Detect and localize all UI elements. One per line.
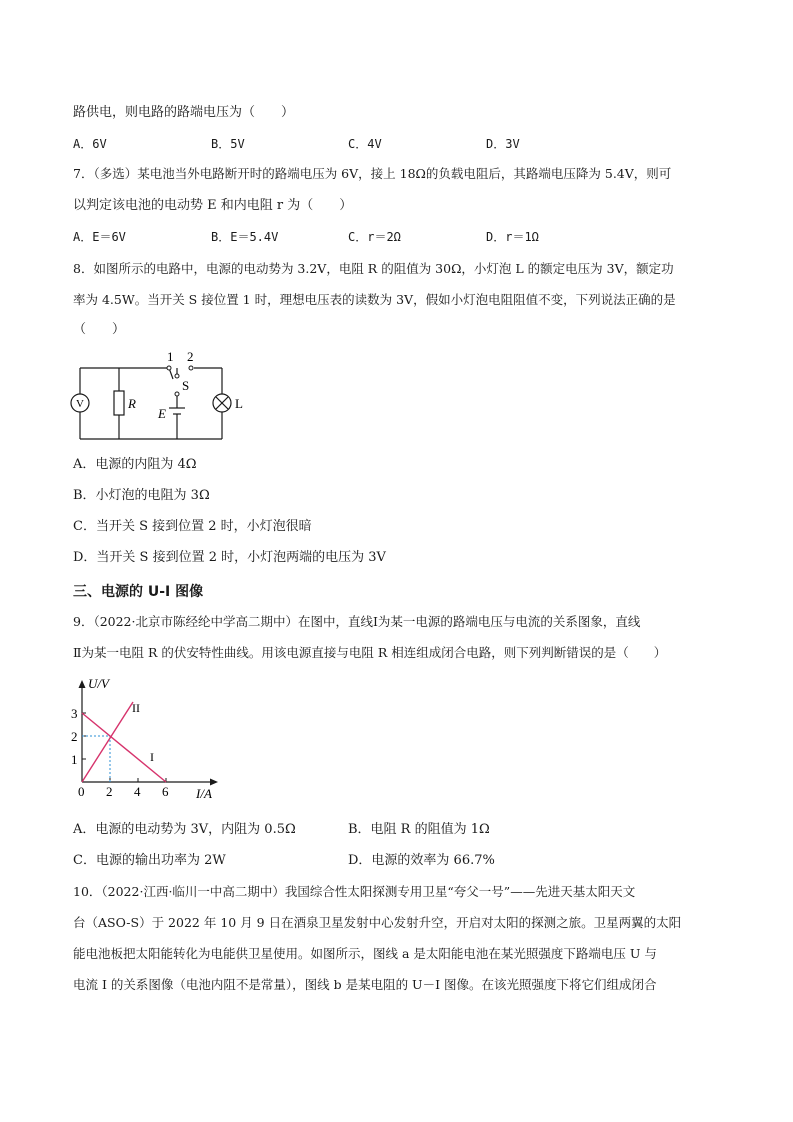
q7-option-d: D．r＝1Ω [486,230,539,244]
graph-y-tick-1: 1 [71,752,78,767]
q8-option-a: A．电源的内阻为 4Ω [73,457,197,472]
q7-option-a: A．E＝6V [73,230,126,244]
q8-stem-line3: （ ） [73,322,126,337]
q9-stem-line1: 9．（2022·北京市陈经纶中学高二期中）在图中，直线Ⅰ为某一电源的路端电压与电流的关系图象，直线 [73,614,641,629]
q7-option-b: B．E＝5.4V [211,230,279,244]
graph-x-axis-label: I/A [196,786,212,801]
graph-y-tick-3: 3 [71,706,78,721]
q6-option-a: A．6V [73,137,107,151]
q6-option-b: B．5V [211,137,245,151]
q6-option-d: D．3V [486,137,520,151]
circuit-label-r: R [128,396,136,411]
graph-x-tick-4: 4 [134,784,141,799]
circuit-label-l: L [235,396,243,411]
q7-option-c: C．r＝2Ω [348,230,401,244]
circuit-label-e: E [158,406,166,421]
graph-y-axis-label: U/V [88,676,109,691]
graph-line-i-label: I [150,750,154,764]
q10-stem-line4: 电流 I 的关系图像（电池内阻不是常量），图线 b 是某电阻的 U－I 图像。在该光照强度下将它们组成闭合 [73,977,657,992]
q10-stem-line2: 台（ASO-S）于 2022 年 10 月 9 日在酒泉卫星发射中心发射升空，开启对太阳的探测之旅。卫星两翼的太阳 [73,915,682,930]
q9-stem-line2: Ⅱ为某一电阻 R 的伏安特性曲线。用该电源直接与电阻 R 相连组成闭合电路，则下列判断错误的是（ ） [73,645,667,660]
q9-option-a: A．电源的电动势为 3V，内阻为 0.5Ω [73,822,296,837]
section-heading: 三、电源的 U-I 图像 [73,584,204,600]
circuit-label-s: S [182,378,190,393]
q9-option-d: D．电源的效率为 66.7% [348,853,495,868]
q8-option-c: C．当开关 S 接到位置 2 时，小灯泡很暗 [73,519,312,534]
graph-line-ii-label: II [132,701,140,715]
circuit-label-1: 1 [167,349,174,364]
q8-option-b: B．小灯泡的电阻为 3Ω [73,488,210,503]
graph-x-tick-2: 2 [106,784,113,799]
graph-x-tick-0: 0 [78,784,85,799]
q9-option-c: C．电源的输出功率为 2W [73,853,226,868]
q8-option-d: D．当开关 S 接到位置 2 时，小灯泡两端的电压为 3V [73,550,386,565]
q9-ui-graph [68,670,228,802]
q10-stem-line1: 10．（2022·江西·临川一中高二期中）我国综合性太阳探测专用卫星“夸父一号”——先进天基太阳天文 [73,884,636,899]
q7-stem-line1: 7．（多选）某电池当外电路断开时的路端电压为 6V，接上 18Ω的负载电阻后，其路端电压降为 5.4V，则可 [73,166,672,181]
q8-stem-line2: 率为 4.5W。当开关 S 接位置 1 时，理想电压表的读数为 3V，假如小灯泡电阻阻值不变，下列说法正确的是 [73,292,676,307]
q8-stem-line1: 8．如图所示的电路中，电源的电动势为 3.2V，电阻 R 的阻值为 30Ω，小灯泡 L 的额定电压为 3V，额定功 [73,261,674,276]
circuit-label-v: V [76,398,84,410]
q7-stem-line2: 以判定该电池的电动势 E 和内电阻 r 为（ ） [73,198,353,213]
graph-y-tick-2: 2 [71,729,78,744]
q8-circuit-diagram [70,348,260,446]
q6-continuation: 路供电，则电路的路端电压为（ ） [73,105,295,120]
circuit-label-2: 2 [187,349,194,364]
graph-x-tick-6: 6 [162,784,169,799]
q9-option-b: B．电阻 R 的阻值为 1Ω [348,822,490,837]
q10-stem-line3: 能电池板把太阳能转化为电能供卫星使用。如图所示，图线 a 是太阳能电池在某光照强度下路端电压 U 与 [73,946,657,961]
q6-option-c: C．4V [348,137,382,151]
